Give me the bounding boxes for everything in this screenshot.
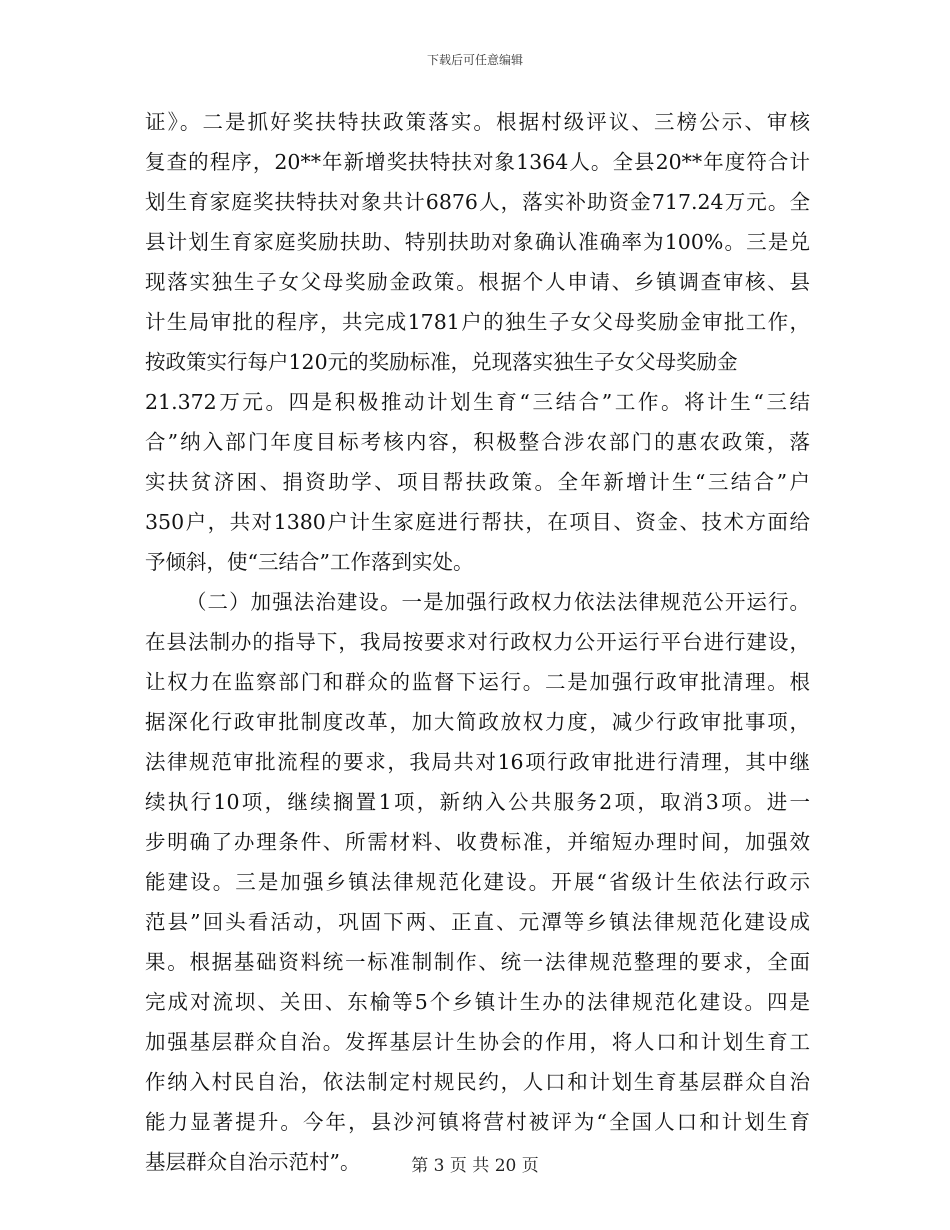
text-line: 法律规范审批流程的要求，我局共对16项行政审批进行清理，其中继 xyxy=(145,750,810,774)
text-line: 能力显著提升。今年，县沙河镇将营村被评为“全国人口和计划生育 xyxy=(145,1110,810,1134)
text-line: 合”纳入部门年度目标考核内容，积极整合涉农部门的惠农政策，落 xyxy=(145,430,810,454)
body-text xyxy=(145,102,810,1182)
text-line: 计生局审批的程序，共完成1781户的独生子女父母奖励金审批工作， xyxy=(145,310,810,334)
paragraph-1 xyxy=(145,102,810,582)
text-line: 21.372万元。四是积极推动计划生育“三结合”工作。将计生“三结 xyxy=(145,390,810,414)
text-line: （二）加强法治建设。一是加强行政权力依法法律规范公开运行。 xyxy=(186,590,810,614)
text-line: 划生育家庭奖扶特扶对象共计6876人，落实补助资金717.24万元。全 xyxy=(145,190,810,214)
text-line: 基层群众自治示范村”。 xyxy=(145,1150,361,1174)
text-line: 在县法制办的指导下，我局按要求对行政权力公开运行平台进行建设， xyxy=(145,630,810,654)
text-line: 让权力在监察部门和群众的监督下运行。二是加强行政审批清理。根 xyxy=(145,670,810,694)
text-line: 续执行10项，继续搁置1项，新纳入公共服务2项，取消3项。进一 xyxy=(145,790,810,814)
text-line: 350户，共对1380户计生家庭进行帮扶，在项目、资金、技术方面给 xyxy=(145,510,810,534)
text-line: 果。根据基础资料统一标准制制作、统一法律规范整理的要求，全面 xyxy=(145,950,810,974)
text-line: 县计划生育家庭奖励扶助、特别扶助对象确认准确率为100%。三是兑 xyxy=(145,230,810,254)
text-line: 完成对流坝、关田、东榆等5个乡镇计生办的法律规范化建设。四是 xyxy=(145,990,810,1014)
text-line: 证》。二是抓好奖扶特扶政策落实。根据村级评议、三榜公示、审核 xyxy=(145,110,810,134)
text-line: 复查的程序，20**年新增奖扶特扶对象1364人。全县20**年度符合计 xyxy=(145,150,810,174)
text-line: 能建设。三是加强乡镇法律规范化建设。开展“省级计生依法行政示 xyxy=(145,870,810,894)
paragraph-2 xyxy=(145,582,810,1182)
text-line: 范县”回头看活动，巩固下两、正直、元潭等乡镇法律规范化建设成 xyxy=(145,910,810,934)
page-header: 下载后可任意编辑 xyxy=(426,53,523,67)
page-number: 第 3 页 共 20 页 xyxy=(411,1156,539,1176)
text-line: 加强基层群众自治。发挥基层计生协会的作用，将人口和计划生育工 xyxy=(145,1030,810,1054)
text-line: 按政策实行每户120元的奖励标准，兑现落实独生子女父母奖励金 xyxy=(145,350,738,374)
text-line: 实扶贫济困、捐资助学、项目帮扶政策。全年新增计生“三结合”户 xyxy=(145,470,810,494)
text-line: 作纳入村民自治，依法制定村规民约，人口和计划生育基层群众自治 xyxy=(145,1070,810,1094)
text-line: 现落实独生子女父母奖励金政策。根据个人申请、乡镇调查审核、县 xyxy=(145,270,810,294)
text-line: 据深化行政审批制度改革，加大简政放权力度，减少行政审批事项， xyxy=(145,710,810,734)
text-line: 予倾斜，使“三结合”工作落到实处。 xyxy=(145,550,474,574)
text-line: 步明确了办理条件、所需材料、收费标准，并缩短办理时间，加强效 xyxy=(145,830,810,854)
